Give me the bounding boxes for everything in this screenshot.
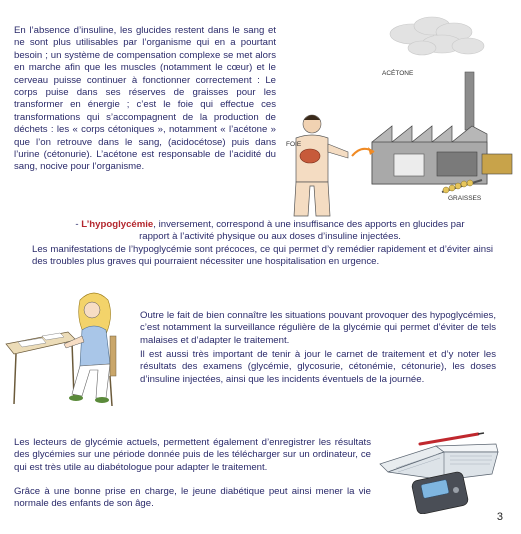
label-acetone: ACÉTONE [382,70,414,77]
insulin-absence-paragraph: En l’absence d’insuline, les glucides restent dans le sang et ne sont plus utilisables par l’organisme qui en a pourtant besoin ; un système de compensation complexe se met alors en marche afin que les muscles (notamment le cœur) et le cerveau puisse continuer à fonctionner correctement : Le corps puise dans ses réserves de graisses pour les transformer en énergie ; c’est le foie qui effectue ces transformations qui s’accompagnent de la production de déchets : les « corps cétoniques », notamment « l’acétone » que l’on retrouve dans le sang, (acidocétose) puis dans l’urine (cétonurie). L’acétone est responsable de l’acidité du sang, nocive pour l’organisme. [14,25,276,173]
hypo-manifestations: Les manifestations de l’hypoglycémie sont précoces, ce qui permet d’y remédier rapidement et d’éviter ainsi des troubles plus graves qui pourraient nécessiter une hospitalisation en urgence. [32,244,493,268]
hypo-term: L’hypoglycémie [81,219,154,230]
chimney [465,72,474,130]
page-number: 3 [496,511,503,523]
factory-building [372,126,512,184]
smoke-cloud [390,17,484,55]
surveillance-paragraph-2: Il est aussi très important de tenir à jour le carnet de traitement et d’y noter les résultats des examens (glycémie, glycosurie, cétonémie, cétonurie), les doses d’insuline injectées, ainsi que les incidents éventuels de la journée. [140,349,496,385]
girl-at-desk-illustration [2,286,142,411]
glucometer [411,471,469,514]
label-graisses: GRAISSES [448,195,482,202]
hypo-dash: - [75,219,82,230]
conclusion-paragraph: Grâce à une bonne prise en charge, le jeune diabétique peut ainsi mener la vie normale des enfants de son âge. [14,486,371,510]
notebook-glucometer-illustration [374,424,514,514]
open-notebook [380,444,498,480]
glucometer-paragraph: Les lecteurs de glycémie actuels, permettent également d’enregistrer les résultats des glycémies sur une période donnée puis de les télécharger sur un ordinateur, ce qui est très utile au diabétologue pour adapter le traitement. [14,437,371,473]
label-foie: FOIE [286,141,302,148]
factory-liver-illustration [282,4,518,218]
hypo-rest: , inversement, correspond à une insuffisance des apports en glucides par rapport à l’activité physique ou aux doses d’insuline injectées. [139,219,465,243]
surveillance-paragraph-1: Outre le fait de bien connaître les situations pouvant provoquer des hypoglycémies, c’est notamment la surveillance régulière de la glycémie qui permet d’éviter de tels malaises et d’adapter le traitement. [140,310,496,346]
hypo-definition [60,219,480,244]
man-figure [294,115,348,216]
pen [420,433,484,444]
